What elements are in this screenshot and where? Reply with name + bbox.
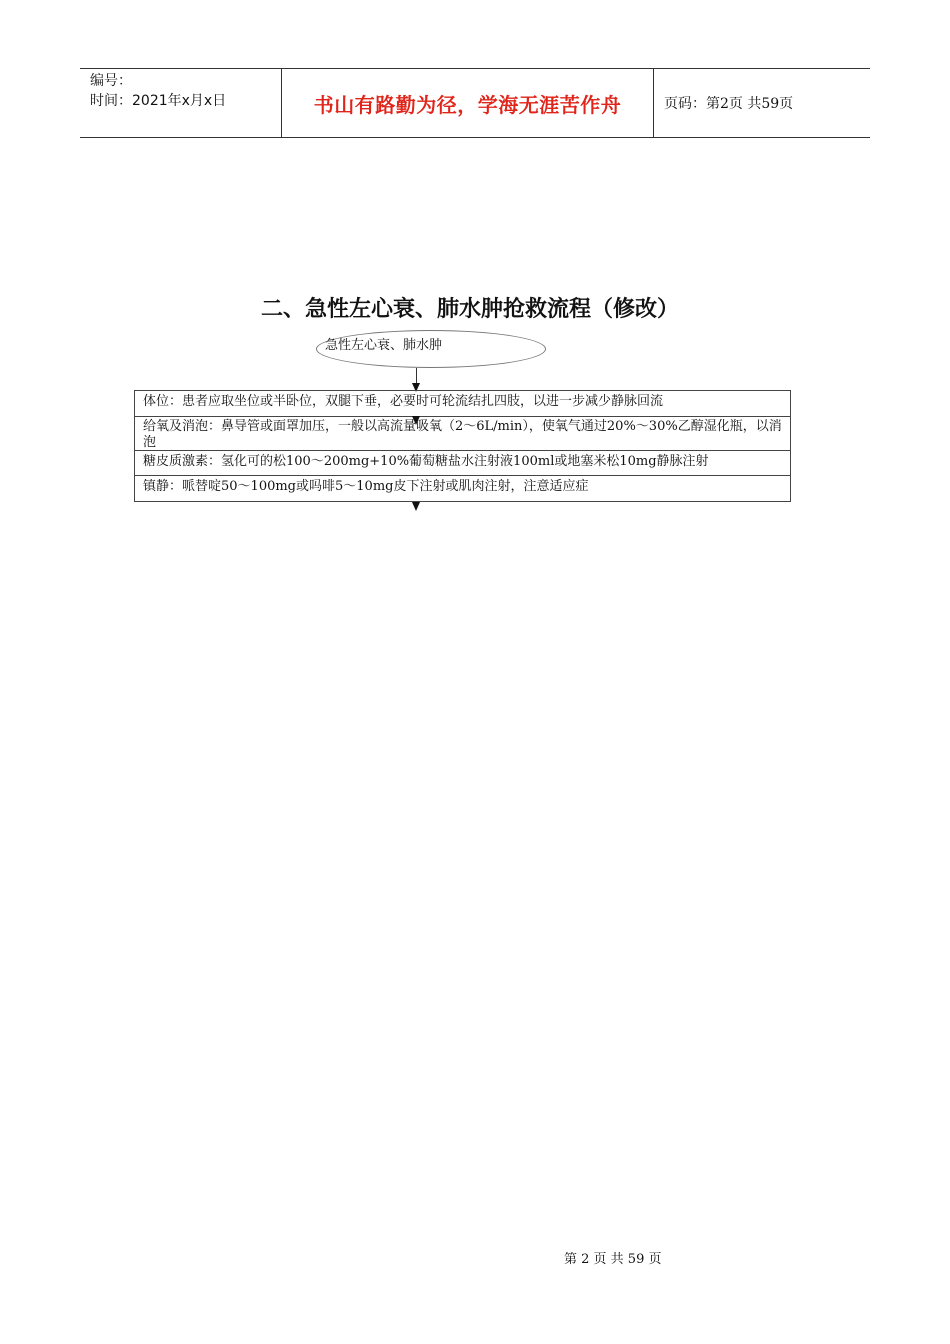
connector-line <box>416 368 417 384</box>
page-header <box>80 68 870 138</box>
flow-steps-box <box>134 390 791 502</box>
header-page-info: 页码：第2页 共59页 <box>664 96 794 112</box>
number-label: 编号： <box>90 73 132 89</box>
flow-step-sedation: 镇静：哌替啶50～100mg或吗啡5～10mg皮下注射或肌肉注射，注意适应症 <box>143 479 589 494</box>
page-footer: 第 2 页 共 59 页 <box>564 1252 662 1267</box>
arrow-down-icon <box>412 416 420 425</box>
header-motto: 书山有路勤为径，学海无涯苦作舟 <box>281 69 654 137</box>
flow-step-oxygen: 给氧及消泡：鼻导管或面罩加压，一般以高流量吸氧（2～6L/min），使氧气通过20%～30%乙醇湿化瓶，以消泡 <box>135 417 790 451</box>
flow-step-steroid: 糖皮质激素：氢化可的松100～200mg+10%葡萄糖盐水注射液100ml或地塞米松10mg静脉注射 <box>135 451 790 476</box>
flow-start-node <box>316 330 546 368</box>
page-title: 二、急性左心衰、肺水肿抢救流程（修改） <box>260 297 679 322</box>
time-label: 时间：2021年x月x日 <box>90 93 227 109</box>
flow-start-label: 急性左心衰、肺水肿 <box>325 338 443 353</box>
flow-step-position: 体位：患者应取坐位或半卧位，双腿下垂，必要时可轮流结扎四肢，以进一步减少静脉回流 <box>135 391 790 417</box>
arrow-down-icon <box>412 502 420 511</box>
header-meta <box>80 69 281 137</box>
